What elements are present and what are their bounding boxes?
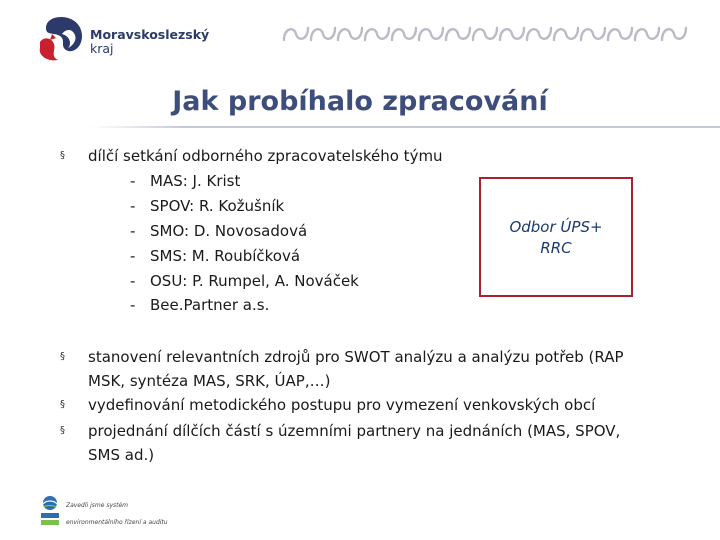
team-member-item (130, 272, 359, 290)
team-member-label: SMO: D. Novosadová (150, 222, 308, 240)
department-box (479, 177, 633, 297)
wave-motif (392, 28, 416, 40)
team-member-label: Bee.Partner a.s. (150, 296, 270, 314)
bullet-glyph: § (60, 425, 65, 436)
bullet-glyph: § (60, 399, 65, 410)
bullet-item (88, 345, 624, 393)
footer-line2: environmentálního řízení a auditu (66, 519, 168, 526)
department-box-line2: RRC (540, 239, 572, 257)
wave-pattern-icon (280, 22, 700, 48)
list-dash: - (130, 272, 136, 290)
list-dash: - (130, 172, 136, 190)
bullet-item (88, 419, 620, 467)
wave-motif (500, 28, 524, 40)
wave-motif (338, 28, 362, 40)
department-box-text (481, 217, 631, 259)
logo-text-line1: Moravskoslezský (90, 27, 210, 42)
wave-motif (284, 28, 308, 40)
bullet-item-line2: MSK, syntéza MAS, SRK, ÚAP,…) (88, 372, 331, 390)
list-dash: - (130, 197, 136, 215)
bullet-item-line1: vydefinování metodického postupu pro vymezení venkovských obcí (88, 396, 596, 414)
wave-motif (581, 28, 605, 40)
wave-motif (527, 28, 551, 40)
page-title: Jak probíhalo zpracování (172, 86, 548, 117)
team-member-item (130, 296, 269, 314)
team-member-item (130, 197, 284, 215)
logo-text-line2: kraj (90, 41, 114, 56)
wave-motif (554, 28, 578, 40)
list-dash: - (130, 296, 136, 314)
wave-motif (635, 28, 659, 40)
wave-motif (608, 28, 632, 40)
bullet-item-line2: SMS ad.) (88, 446, 155, 464)
team-member-item (130, 222, 307, 240)
team-member-label: OSU: P. Rumpel, A. Nováček (150, 272, 359, 290)
section1-text: dílčí setkání odborného zpracovatelského týmu (88, 147, 443, 165)
bullet-item-line1: projednání dílčích částí s územními partnery na jednáních (MAS, SPOV, (88, 422, 621, 440)
wave-motif (473, 28, 497, 40)
bullet-item (88, 393, 595, 417)
wave-motif (311, 28, 335, 40)
header-logo (36, 14, 216, 64)
logo-text (90, 28, 209, 56)
team-member-label: SMS: M. Roubíčková (150, 247, 301, 265)
list-dash: - (130, 222, 136, 240)
wave-motif (365, 28, 389, 40)
team-member-label: MAS: J. Krist (150, 172, 241, 190)
wave-motif (446, 28, 470, 40)
bullet-glyph: § (60, 150, 65, 161)
moravskoslezsky-kraj-logo-icon (36, 14, 88, 64)
wave-motif (419, 28, 443, 40)
team-member-item (130, 172, 240, 190)
footer-line1: Zavedli jsme systém (66, 502, 129, 509)
team-member-item (130, 247, 300, 265)
department-box-line1: Odbor ÚPS+ (509, 218, 603, 236)
bullet-item-line1: stanovení relevantních zdrojů pro SWOT analýzu a analýzu potřeb (RAP (88, 348, 624, 366)
wave-motif (662, 28, 686, 40)
bullet-glyph: § (60, 351, 65, 362)
team-member-label: SPOV: R. Kožušník (150, 197, 285, 215)
list-dash: - (130, 247, 136, 265)
title-divider (90, 126, 720, 128)
emas-logo-icon (38, 494, 62, 528)
